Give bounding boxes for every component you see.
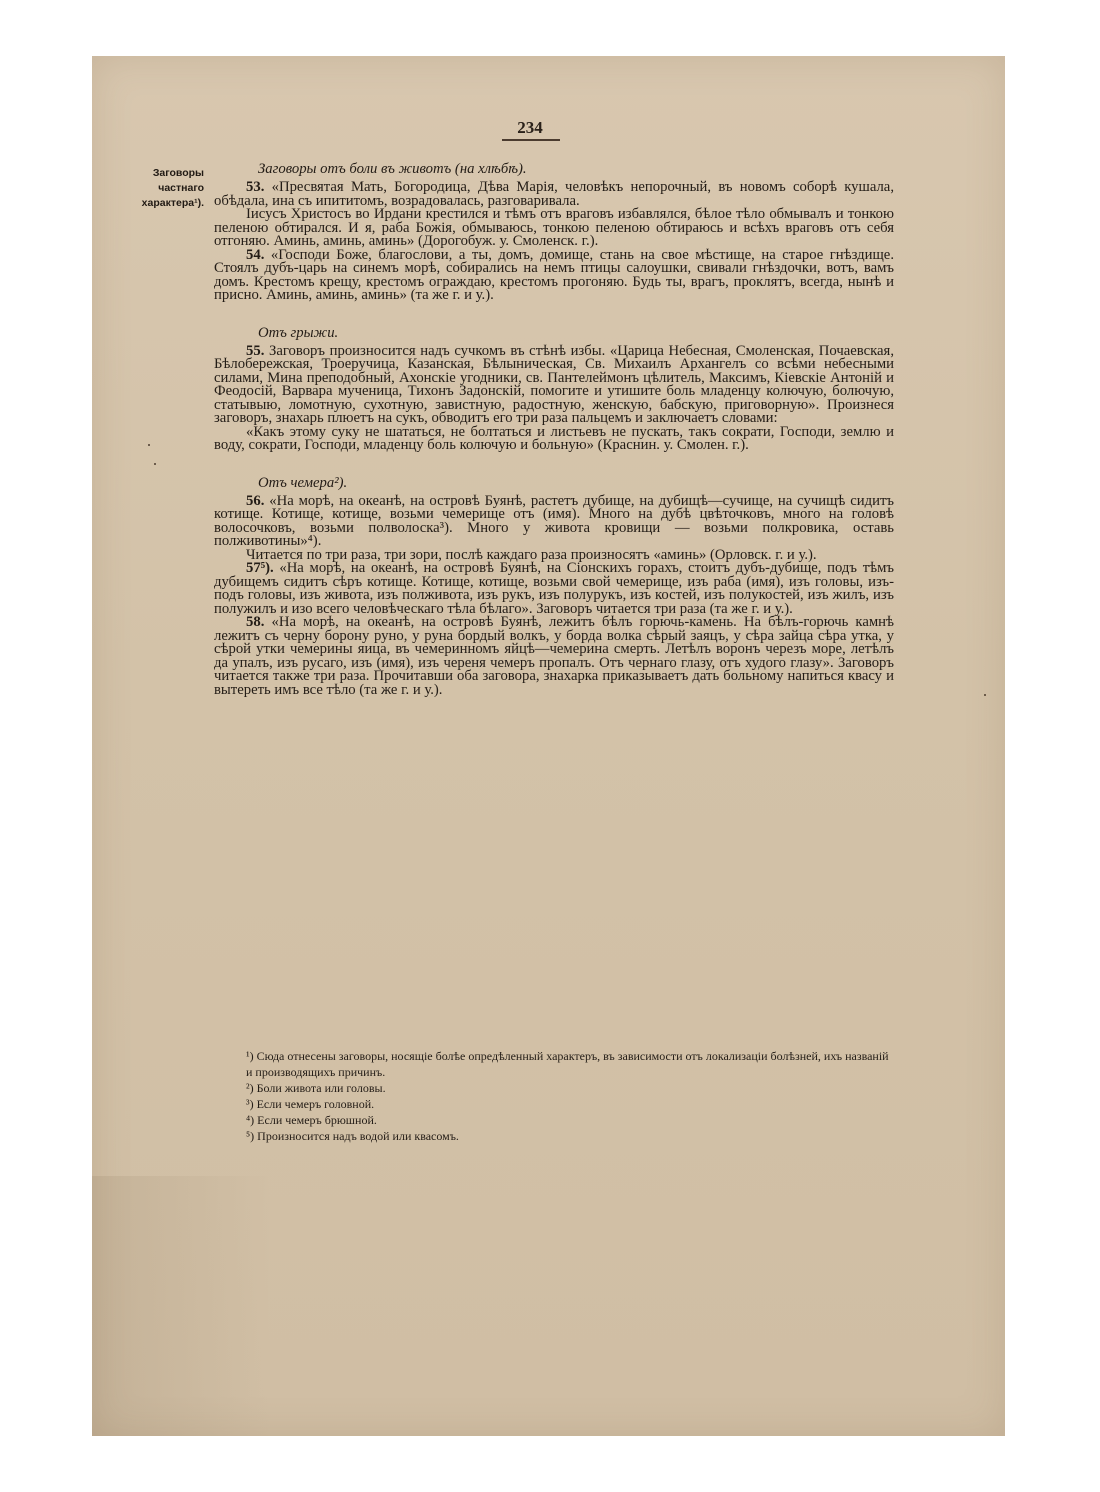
paragraph-56 xyxy=(214,492,894,549)
paragraph-text: «Какъ этому суку не шататься, не болтаться и листьевъ не пускать, такъ сократи, Господи, землю и воду, сократи, Господи, младенцу боль колючую и больную» (Краснин. у. Смолен. г.). xyxy=(214,423,894,453)
scan-speck xyxy=(148,444,150,446)
paragraph-58 xyxy=(214,616,894,697)
paragraph-text: Іисусъ Христосъ во Ирдани крестился и тѣмъ отъ враговъ избавлялся, бѣлое тѣло обмывалъ и тонкою пеленою обтирался. И я, раба Божія, обмываюсь, тонкою пеленою обтираюсь и всѣхъ враговъ отъ себя отгоняю. Аминь, аминь, аминь» (Дорогобуж. у. Смоленск. г.). xyxy=(214,206,894,249)
paragraph-text: «На морѣ, на океанѣ, на островѣ Буянѣ, растетъ дубище, на дубищѣ—сучище, на сучищѣ сидитъ котище. Котище, котище, возьми чемерище отъ (имя). Много на дубѣ цвѣточковъ, много на головѣ волосочковъ, возьми полволоска³). Много у живота кровищи — возьми полкровика, оставь полживотины»⁴). xyxy=(214,492,894,549)
scan-speck xyxy=(984,694,986,696)
page-smudge xyxy=(92,1176,272,1436)
page-number-rule xyxy=(502,139,560,141)
page-number: 234 xyxy=(517,118,543,137)
footnote: ³) Если чемеръ головной. xyxy=(246,1097,375,1111)
margin-note-line-1: Заговоры xyxy=(152,167,204,179)
footnote: ¹) Сюда отнесены заговоры, носящіе болѣе опредѣленный характеръ, въ зависимости отъ локализаціи болѣзней, ихъ названій и производящихъ причинъ. xyxy=(246,1049,889,1079)
paragraph-number: 54. xyxy=(246,246,265,263)
paragraph-55-continued xyxy=(214,423,894,453)
paragraph-57 xyxy=(214,562,894,616)
paragraph-number: 57⁵). xyxy=(246,560,274,576)
paragraph-number: 58. xyxy=(246,614,265,630)
margin-note xyxy=(124,166,204,211)
paragraph-53-continued xyxy=(214,208,894,249)
margin-note-line-2: частнаго xyxy=(158,182,204,194)
paragraph-text: Читается по три раза, три зори, послѣ каждаго раза произносятъ «аминь» (Орловск. г. и у.). xyxy=(246,546,817,563)
section-title: Отъ чемера²). xyxy=(258,474,348,491)
paragraph-text: «Пресвятая Мать, Богородица, Дѣва Марія, человѣкъ непорочный, въ новомъ соборѣ кушала, обѣдала, ина съ ипититомъ, возрадовалась, разговаривала. xyxy=(214,179,894,209)
paragraph-53 xyxy=(214,181,894,208)
paragraph-text: «На морѣ, на океанѣ, на островѣ Буянѣ, лежитъ бѣлъ горючь-камень. На бѣлъ-горючь камнѣ лежитъ съ черну борону руно, у руна бордый волкъ, у борда волка сѣрый заяцъ, у сѣра зайца сѣра утка, у сѣрой утки чемерины яица, въ чемеринномъ яйцѣ—чемерина смерть. Летѣлъ воронъ черезъ море, летѣлъ да упалъ, изъ русаго, изъ (имя), изъ череня чемеръ пропалъ. Отъ чернаго глазу, отъ худого глазу». Заговоръ читается также три раза. Прочитавши оба заговора, знахарка приказываетъ дать больному напиться квасу и вытереть имъ все тѣло (та же г. и у.). xyxy=(214,614,894,698)
paragraph-number: 53. xyxy=(246,179,265,195)
footnote: ²) Боли живота или головы. xyxy=(246,1081,386,1095)
section-title: Отъ грыжи. xyxy=(258,324,339,341)
footnote: ⁵) Произносится надъ водой или квасомъ. xyxy=(246,1129,459,1143)
footnotes xyxy=(246,1048,894,1144)
main-text xyxy=(214,162,894,697)
margin-note-line-3: характера¹). xyxy=(141,197,204,209)
scan-speck xyxy=(154,463,156,465)
paragraph-text: «Господи Боже, благослови, а ты, домъ, домище, стань на свое мѣстище, на старое гнѣздище. Стоялъ дубъ-царь на синемъ морѣ, собирались на немъ птицы салоушки, свивали гнѣздочки, вотъ, вамъ домъ. Крестомъ крещу, крестомъ ограждаю, крестомъ прогоняю. Будь ты, врагъ, проклятъ, всегда, нынѣ и присно. Аминь, аминь, аминь» (та же г. и у.). xyxy=(214,246,894,303)
section-title: Заговоры отъ боли въ животъ (на хлѣбѣ). xyxy=(258,161,527,177)
paragraph-text: Заговоръ произносится надъ сучкомъ въ стѣнѣ избы. «Царица Небесная, Смоленская, Почаевская, Бѣлобережская, Троеручица, Казанская, Бѣлыническая, Св. Михаилъ Архангелъ со всѣми небесными силами, Мина преподобный, Ахонскіе угодники, св. Пантелеймонъ цѣлитель, Максимъ, Кіевскіе Антоній и Феодосій, Варвара мученица, Тихонъ Задонскій, помогите и утишите боль младенцу колючую, болючую, статывыю, ломотную, сухотную, завистную, радостную, женскую, бабскую, приговорную». Произнеся заговоръ, знахарь плюетъ на сукъ, обводитъ его три раза пальцемъ и заключаетъ словами: xyxy=(214,342,894,426)
paragraph-text: «На морѣ, на океанѣ, на островѣ Буянѣ, на Сіонскихъ горахъ, стоитъ дубъ-дубище, подъ тѣмъ дубищемъ сидитъ сѣръ котище. Котище, котище, возьми свой чемерище, изъ раба (имя), изъ головы, изъ-подъ головы, изъ живота, изъ полживота, изъ рукъ, изъ полурукъ, изъ костей, изъ полукостей, изъ жилъ, изъ полужилъ и изо всего человѣческаго тѣла бѣлаго». Заговоръ читается три раза (та же г. и у.). xyxy=(214,560,894,617)
footnote: ⁴) Если чемеръ брюшной. xyxy=(246,1113,377,1127)
paragraph-number: 55. xyxy=(246,342,265,359)
paragraph-55 xyxy=(214,342,894,426)
paragraph-54 xyxy=(214,246,894,303)
paragraph-number: 56. xyxy=(246,492,265,509)
